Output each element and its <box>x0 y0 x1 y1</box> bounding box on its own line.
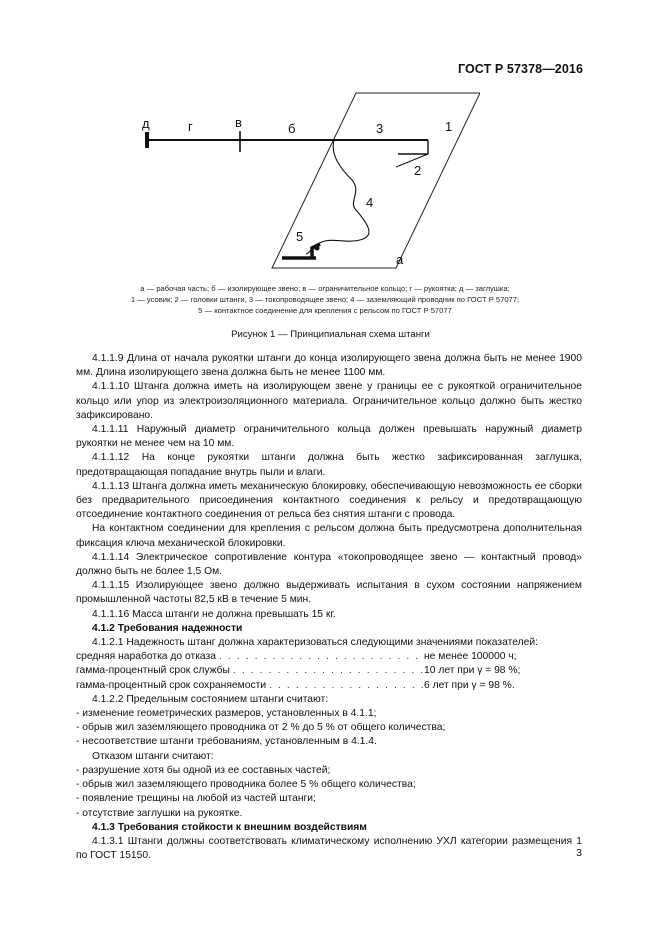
paragraph: 4.1.1.14 Электрическое сопротивление контура «токопроводящее звено — контактный провод» должно быть не более 1,5 Ом. <box>76 551 582 578</box>
list-item: - несоответствие штанги требованиям, установленным в 4.1.4. <box>76 736 377 748</box>
paragraph: 4.1.1.9 Длина от начала рукоятки штанги до конца изолирующего звена должна быть не менее 1900 мм. Длина изолирующего звена должна быть не менее 1100 мм. <box>76 353 582 379</box>
figure-legend <box>70 283 580 316</box>
paragraph: Отказом штанги считают: <box>92 750 214 762</box>
indicator-value: 10 лет при γ = 98 %; <box>424 665 521 677</box>
list-item: - обрыв жил заземляющего проводника от 2 % до 5 % от общего количества; <box>76 722 446 734</box>
body-text <box>76 352 582 863</box>
label-d: д <box>142 116 150 131</box>
rail-clamp-knob <box>315 246 320 251</box>
label-g: г <box>188 119 193 134</box>
page-number: 3 <box>576 847 582 859</box>
paragraph: 4.1.1.13 Штанга должна иметь механическую блокировку, обеспечивающую невозможность ее сборки без предварительного присоединения контактного соединения к рельсу и предотвращающую отсоединение контактного соединения от рельса без снятия штанги с провода. <box>76 480 582 521</box>
indicator-value: не менее 100000 ч; <box>424 651 517 663</box>
leader-dots <box>216 650 424 664</box>
leader-dots <box>266 679 424 693</box>
grounding-wire <box>306 140 369 254</box>
list-item: - разрушение хотя бы одной из ее составных частей; <box>76 764 331 776</box>
label-4: 4 <box>366 195 374 210</box>
list-item: - появление трещины на любой из частей штанги; <box>76 793 316 805</box>
legend-line: 5 — контактное соединение для крепления с рельсом по ГОСТ Р 57077 <box>198 306 452 315</box>
figure-caption: Рисунок 1 — Принципиальная схема штанги <box>231 329 430 340</box>
document-header: ГОСТ Р 57378—2016 <box>457 62 583 76</box>
reliability-row <box>76 664 582 678</box>
paragraph: 4.1.1.16 Масса штанги не должна превышать 15 кг. <box>92 608 336 620</box>
label-3: 3 <box>376 121 384 136</box>
reliability-row <box>76 679 582 693</box>
principal-diagram <box>130 90 480 275</box>
paragraph: На контактном соединении для крепления с рельсом должна быть предусмотрена дополнительная фиксация ключа механической блокировки. <box>76 523 582 549</box>
paragraph: 4.1.1.12 На конце рукоятки штанги должна быть жестко зафиксированная заглушка, предотвращающая попадание внутрь пыли и влаги. <box>76 452 582 478</box>
paragraph: 4.1.2.2 Предельным состоянием штанги считают: <box>92 693 329 705</box>
paragraph: 4.1.3.1 Штанги должны соответствовать климатическому исполнению УХЛ категории размещения 1 по ГОСТ 15150. <box>76 835 582 862</box>
hook-leader <box>396 154 428 167</box>
indicator-label: гамма-процентный срок службы <box>76 665 230 677</box>
label-1: 1 <box>445 119 453 134</box>
indicator-value: 6 лет при γ = 98 %. <box>424 679 515 691</box>
reliability-row <box>76 650 582 664</box>
legend-line: а — рабочая часть; б — изолирующее звено; в — ограничительное кольцо; г — рукоятка; д — заглушка; <box>140 284 510 293</box>
list-item: - отсутствие заглушки на рукоятке. <box>76 807 243 819</box>
label-5: 5 <box>296 229 304 244</box>
paragraph: 4.1.1.11 Наружный диаметр ограничительного кольца должен превышать наружный диаметр рукоятки не менее чем на 10 мм. <box>76 424 582 450</box>
leader-dots <box>230 664 424 678</box>
label-v: в <box>235 115 242 130</box>
indicator-label: средняя наработка до отказа <box>76 651 216 663</box>
paragraph: 4.1.1.10 Штанга должна иметь на изолирующем звене у границы ее с рукояткой ограничительное кольцо или упор из электроизоляционного материала. Ограничительное кольцо должно быть жестко зафиксировано. <box>76 381 582 421</box>
list-item: - обрыв жил заземляющего проводника более 5 % общего количества; <box>76 779 416 791</box>
indicator-label: гамма-процентный срок сохраняемости <box>76 679 267 691</box>
list-item: - изменение геометрических размеров, установленных в 4.1.1; <box>76 708 377 720</box>
section-heading: 4.1.2 Требования надежности <box>92 622 243 634</box>
paragraph: 4.1.2.1 Надежность штанг должна характеризоваться следующими значениями показателей: <box>92 637 538 649</box>
rail-clamp <box>282 244 320 258</box>
paragraph: 4.1.1.15 Изолирующее звено должно выдерживать испытания в сухом состоянии напряжением промышленной частоты 82,5 кВ в течение 5 мин. <box>76 580 582 606</box>
legend-line: 1 — усовик; 2 — головки штанги, 3 — токопроводящее звено; 4 — заземляющий проводник по ГОСТ Р 57077; <box>130 295 520 304</box>
section-heading: 4.1.3 Требования стойкости к внешним воздействиям <box>92 821 367 833</box>
label-b: б <box>288 121 296 136</box>
label-a: а <box>396 252 404 267</box>
label-2: 2 <box>414 163 422 178</box>
